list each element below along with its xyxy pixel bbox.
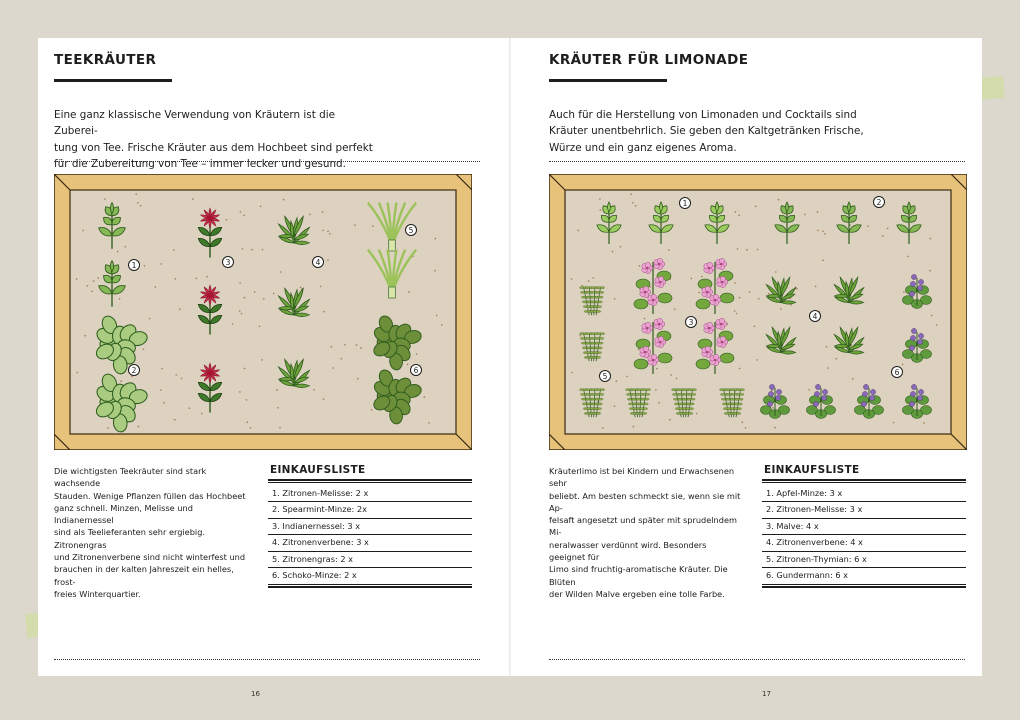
plant-number-marker bbox=[680, 198, 691, 209]
shopping-list-items bbox=[762, 486, 966, 585]
dotted-divider bbox=[54, 161, 480, 162]
shopping-list-item: 2. Spearmint-Minze: 2x bbox=[268, 502, 472, 519]
shopping-list-rule-thin bbox=[762, 482, 966, 483]
plant-number-marker bbox=[686, 317, 697, 328]
page-number: 16 bbox=[251, 690, 260, 698]
plant-number-label: 2 bbox=[131, 366, 137, 375]
plant-number-label: 5 bbox=[602, 372, 608, 381]
shopping-list-item: 4. Zitronenverbene: 4 x bbox=[762, 535, 966, 552]
plant-number-label: 4 bbox=[812, 312, 818, 321]
shopping-list-item: 2. Zitronen-Melisse: 3 x bbox=[762, 502, 966, 519]
body-text: Die wichtigsten Teekräuter sind stark wachsende Stauden. Wenige Pflanzen füllen das Hochbeet ganz schnell. Minzen, Melisse und Indianernessel sind als Teelieferanten sehr ergiebig. Zitronengras und Zitronenverbene sind nicht winterfest und brauchen in der kalten Jahreszeit ein helles, frost- freies Winterquartier. bbox=[54, 466, 246, 599]
bed-soil bbox=[565, 190, 951, 434]
shopping-list-title: EINKAUFSLISTE bbox=[764, 464, 860, 476]
shopping-list-item: 5. Zitronengras: 2 x bbox=[268, 552, 472, 569]
plant-number-marker bbox=[223, 257, 234, 268]
dotted-divider bbox=[549, 161, 965, 162]
shopping-list-end-rule bbox=[762, 586, 966, 588]
shopping-list-item: 6. Gundermann: 6 x bbox=[762, 568, 966, 585]
shopping-list-item: 3. Indianernessel: 3 x bbox=[268, 519, 472, 536]
page-title: KRÄUTER FÜR LIMONADE bbox=[549, 52, 749, 68]
plant-number-label: 6 bbox=[894, 368, 900, 377]
plant-number-label: 2 bbox=[876, 198, 882, 207]
dotted-divider-bottom bbox=[549, 659, 965, 660]
left-page bbox=[38, 38, 510, 676]
raised-bed-illustration bbox=[549, 174, 967, 450]
shopping-list bbox=[762, 464, 966, 588]
plant-number-label: 6 bbox=[413, 366, 419, 375]
plant-number-marker bbox=[313, 257, 324, 268]
plant-number-label: 3 bbox=[688, 318, 694, 327]
raised-bed-svg bbox=[54, 174, 472, 450]
shopping-list-end-rule bbox=[268, 586, 472, 588]
shopping-list-title: EINKAUFSLISTE bbox=[270, 464, 366, 476]
shopping-list-item: 5. Zitronen-Thymian: 6 x bbox=[762, 552, 966, 569]
shopping-list-rule bbox=[762, 479, 966, 481]
shopping-list-rule-thin bbox=[268, 482, 472, 483]
shopping-list-rule bbox=[268, 479, 472, 481]
plant-number-marker bbox=[892, 367, 903, 378]
right-page bbox=[510, 38, 982, 676]
book-gutter bbox=[509, 38, 511, 676]
plant-number-label: 4 bbox=[315, 258, 321, 267]
plant-number-label: 1 bbox=[682, 199, 688, 208]
plant-number-label: 5 bbox=[408, 226, 414, 235]
plant-number-marker bbox=[129, 260, 140, 271]
page-number: 17 bbox=[762, 690, 771, 698]
plant-number-marker bbox=[406, 225, 417, 236]
plant-number-marker bbox=[810, 311, 821, 322]
page-title: TEEKRÄUTER bbox=[54, 52, 157, 68]
plant-number-marker bbox=[411, 365, 422, 376]
shopping-list-item: 6. Schoko-Minze: 2 x bbox=[268, 568, 472, 585]
plant-number-marker bbox=[874, 197, 885, 208]
shopping-list-item: 3. Malve: 4 x bbox=[762, 519, 966, 536]
shopping-list-item: 1. Zitronen-Melisse: 2 x bbox=[268, 486, 472, 503]
plant-number-label: 3 bbox=[225, 258, 231, 267]
raised-bed-svg bbox=[549, 174, 967, 450]
raised-bed-illustration bbox=[54, 174, 472, 450]
title-underline bbox=[549, 79, 667, 82]
dotted-divider-bottom bbox=[54, 659, 480, 660]
shopping-list-item: 1. Apfel-Minze: 3 x bbox=[762, 486, 966, 503]
intro-text: Eine ganz klassische Verwendung von Kräutern ist die Zuberei- tung von Tee. Frische Kräuter aus dem Hochbeet sind perfekt für die Zubereitung von Tee – immer lecker und gesund. bbox=[54, 109, 373, 171]
plant-number-label: 1 bbox=[131, 261, 137, 270]
shopping-list-item: 4. Zitronenverbene: 3 x bbox=[268, 535, 472, 552]
intro-text: Auch für die Herstellung von Limonaden und Cocktails sind Kräuter unentbehrlich. Sie geben den Kaltgetränken Frische, Würze und ein ganz eigenes Aroma. bbox=[549, 109, 864, 154]
body-text: Kräuterlimo ist bei Kindern und Erwachsenen sehr beliebt. Am besten schmeckt sie, wenn sie mit Ap- felsaft angesetzt und später mit sprudelndem Mi- neralwasser verdünnt wird. Besonders geeignet für Limo sind fruchtig-aromatische Kräuter. Die Blüten der Wilden Malve ergeben eine tolle Farbe. bbox=[549, 466, 741, 599]
shopping-list-items bbox=[268, 486, 472, 585]
title-underline bbox=[54, 79, 172, 82]
shopping-list bbox=[268, 464, 472, 588]
plant-number-marker bbox=[600, 371, 611, 382]
plant-number-marker bbox=[129, 365, 140, 376]
